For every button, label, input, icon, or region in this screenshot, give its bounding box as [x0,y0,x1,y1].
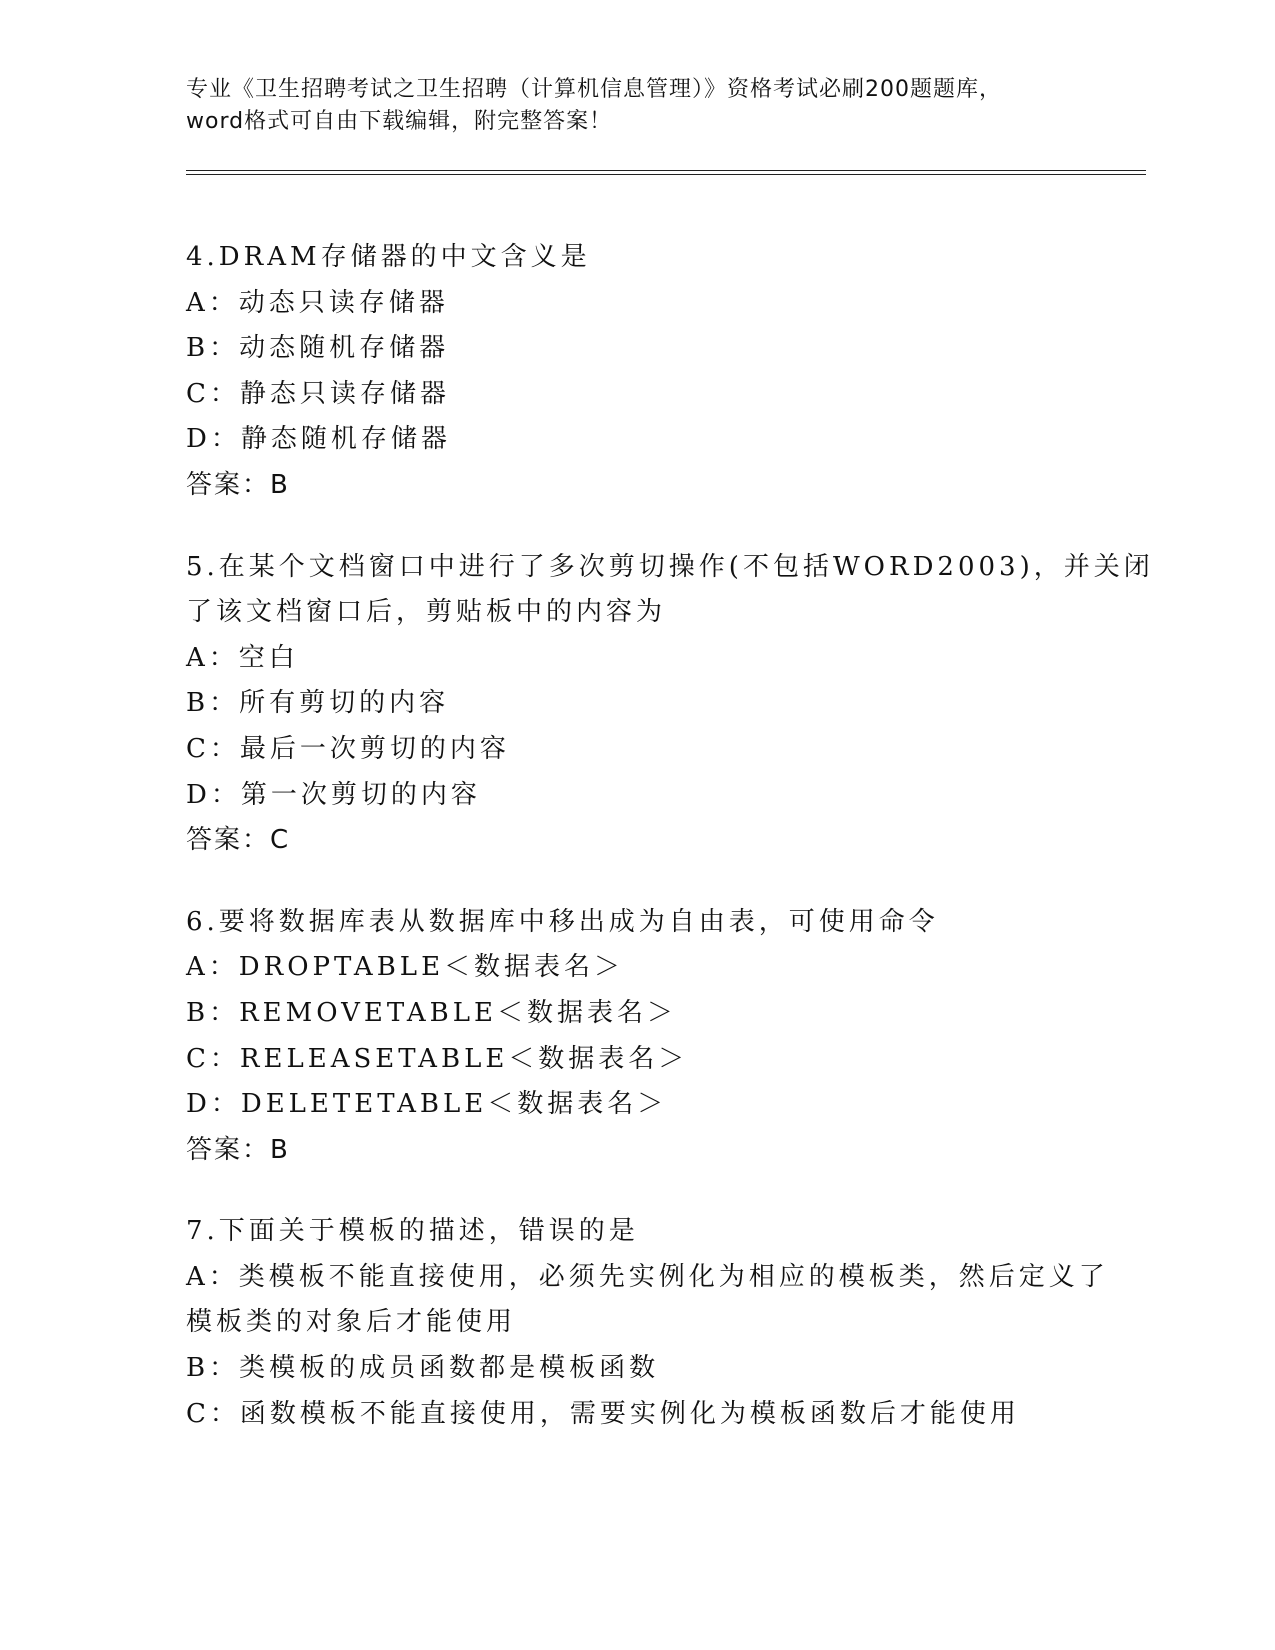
option-d: D：第一次剪切的内容 [186,779,481,810]
option-a: A：空白 [186,642,299,673]
option-b: B：类模板的成员函数都是模板函数 [186,1353,660,1384]
question-4 [186,235,1126,509]
option-c: C：最后一次剪切的内容 [186,733,510,764]
question-text: 4.DRAM存储器的中文含义是 [186,242,591,272]
option-b: B：所有剪切的内容 [186,688,450,719]
header-line-2: word格式可自由下载编辑，附完整答案！ [186,109,613,134]
option-b: B：动态随机存储器 [186,333,450,364]
header-line-1: 专业《卫生招聘考试之卫生招聘（计算机信息管理）》资格考试必刷200题题库， [186,77,1002,102]
question-6 [186,900,1126,1174]
option-c: C：RELEASETABLE＜数据表名＞ [186,1043,689,1074]
option-d: D：DELETETABLE＜数据表名＞ [186,1089,668,1120]
question-7 [186,1209,1126,1437]
document-header [186,74,1106,138]
header-divider-bottom [186,174,1146,175]
option-c: C：静态只读存储器 [186,378,450,409]
option-a: A：动态只读存储器 [186,287,449,318]
question-text-continued: 了该文档窗口后，剪贴板中的内容为 [186,597,667,628]
question-text: 5.在某个文档窗口中进行了多次剪切操作(不包括WORD2003)，并关闭 [186,551,1154,582]
answer: 答案：B [186,469,290,500]
option-c: C：函数模板不能直接使用，需要实例化为模板函数后才能使用 [186,1398,1020,1429]
question-list [186,235,1154,1473]
option-a: A：类模板不能直接使用，必须先实例化为相应的模板类，然后定义了 [186,1261,1109,1292]
header-divider-top [186,170,1146,171]
answer: 答案：C [186,825,291,856]
option-a: A：DROPTABLE＜数据表名＞ [186,952,625,983]
question-5 [186,545,1154,864]
option-b: B：REMOVETABLE＜数据表名＞ [186,997,677,1028]
option-d: D：静态随机存储器 [186,424,451,455]
option-a-continued: 模板类的对象后才能使用 [186,1307,517,1338]
question-text: 6.要将数据库表从数据库中移出成为自由表，可使用命令 [186,906,939,937]
question-text: 7.下面关于模板的描述，错误的是 [186,1216,639,1247]
answer: 答案：B [186,1134,290,1165]
